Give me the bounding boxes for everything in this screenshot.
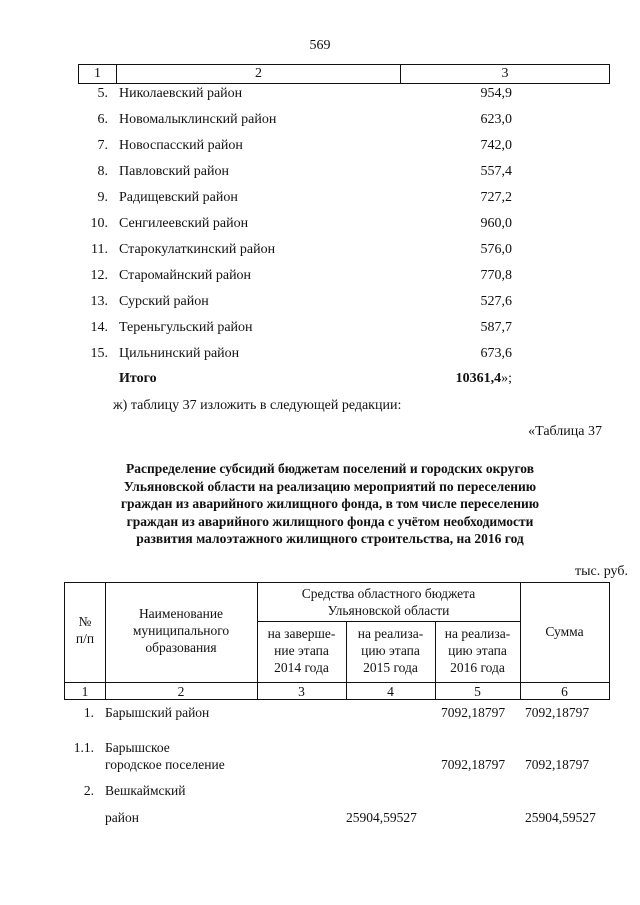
page-number: 569 — [309, 38, 331, 53]
value-sum: 7092,18797 — [525, 757, 590, 772]
value-2016: 7092,18797 — [441, 705, 506, 720]
table1-row — [0, 216, 640, 236]
value-sum: 7092,18797 — [525, 705, 590, 720]
table1-row — [0, 112, 640, 132]
col-number-header: № п/п — [75, 614, 95, 646]
row-number: 6. — [97, 112, 108, 127]
col-sum-header: Сумма — [545, 624, 584, 639]
district-value: 623,0 — [480, 112, 512, 127]
row-number: 10. — [90, 216, 108, 231]
table-reference: «Таблица 37 — [528, 424, 602, 439]
row-number: 5. — [97, 86, 108, 101]
table2-header — [64, 582, 610, 700]
col-stage-2014: на заверше- ние этапа 2014 года — [267, 626, 336, 675]
index-cell: 1 — [81, 684, 89, 699]
row-number: 1.1. — [73, 740, 94, 755]
table1-header — [78, 64, 610, 84]
instruction-text: ж) таблицу 37 изложить в следующей редакции: — [113, 398, 402, 413]
col-stage-2015: на реализа- цию этапа 2015 года — [357, 626, 424, 675]
table1-row — [0, 346, 640, 366]
value-2014: 25904,59527 — [346, 810, 417, 825]
title-line: Ульяновской области на реализацию мероприятий по переселению — [123, 478, 537, 494]
col-stage-2016: на реализа- цию этапа 2016 года — [444, 626, 511, 675]
municipality-name: городское поселение — [105, 757, 225, 772]
district-value: 527,6 — [480, 294, 512, 309]
municipality-name: Барышское — [105, 740, 170, 755]
title-line: Распределение субсидий бюджетам поселений и городских округов — [125, 461, 535, 476]
total-label: Итого — [119, 371, 157, 386]
municipality-name: Вешкаймский — [105, 783, 186, 798]
district-value: 587,7 — [480, 320, 512, 335]
total-value: 10361,4»; — [455, 371, 512, 386]
table1-row — [0, 268, 640, 288]
district-name: Николаевский район — [119, 86, 243, 101]
units-label: тыс. руб. — [575, 564, 628, 579]
index-cell: 2 — [177, 684, 185, 699]
index-cell: 4 — [387, 684, 394, 699]
title-line: граждан из аварийного жилищного фонда, в том числе переселению — [120, 496, 540, 511]
table1-row — [0, 242, 640, 262]
table1-row — [0, 164, 640, 184]
district-name: Старокулаткинский район — [119, 242, 276, 257]
table-title — [60, 460, 600, 548]
district-value: 954,9 — [480, 86, 512, 101]
row-number: 13. — [90, 294, 108, 309]
row-number: 15. — [90, 346, 108, 361]
value-sum: 25904,59527 — [525, 810, 596, 825]
district-name: Цильнинский район — [119, 346, 240, 361]
value-2016: 7092,18797 — [441, 757, 506, 772]
row-number: 11. — [91, 242, 108, 257]
row-number: 1. — [83, 705, 94, 720]
district-value: 576,0 — [480, 242, 512, 257]
district-value: 673,6 — [480, 346, 512, 361]
title-line: граждан из аварийного жилищного фонда с учётом необходимости — [126, 513, 534, 529]
district-value: 557,4 — [480, 164, 512, 179]
district-value: 960,0 — [480, 216, 512, 231]
municipality-name: Барышский район — [105, 705, 210, 720]
district-name: Сурский район — [119, 294, 209, 309]
row-number: 2. — [83, 783, 94, 798]
table1-header-col2: 2 — [117, 65, 401, 83]
municipality-name: район — [105, 810, 139, 825]
table1-total-row — [0, 371, 640, 391]
index-cell: 6 — [561, 684, 568, 699]
row-number: 14. — [90, 320, 108, 335]
title-line: развития малоэтажного жилищного строительства, на 2016 год — [136, 531, 524, 546]
table1-row — [0, 138, 640, 158]
table1-row — [0, 294, 640, 314]
row-number: 12. — [90, 268, 108, 283]
district-name: Старомайнский район — [119, 268, 252, 283]
table1-row — [0, 320, 640, 340]
index-cell: 3 — [298, 684, 305, 699]
row-number: 7. — [97, 138, 108, 153]
index-cell: 5 — [474, 684, 481, 699]
group-header: Средства областного бюджета Ульяновской области — [301, 586, 476, 618]
district-name: Тереньгульский район — [119, 320, 253, 335]
table1-row — [0, 86, 640, 106]
district-name: Сенгилеевский район — [119, 216, 249, 231]
district-name: Новомалыклинский район — [119, 112, 277, 127]
row-number: 8. — [97, 164, 108, 179]
table1-header-col1: 1 — [79, 65, 117, 83]
district-value: 727,2 — [480, 190, 512, 205]
district-value: 742,0 — [480, 138, 512, 153]
col-name-header: Наименование муниципального образования — [132, 606, 230, 655]
table1-header-col3: 3 — [501, 66, 509, 81]
district-name: Радищевский район — [119, 190, 238, 205]
row-number: 9. — [97, 190, 108, 205]
district-name: Новоспасский район — [119, 138, 243, 153]
district-name: Павловский район — [119, 164, 229, 179]
district-value: 770,8 — [480, 268, 512, 283]
table1-row — [0, 190, 640, 210]
